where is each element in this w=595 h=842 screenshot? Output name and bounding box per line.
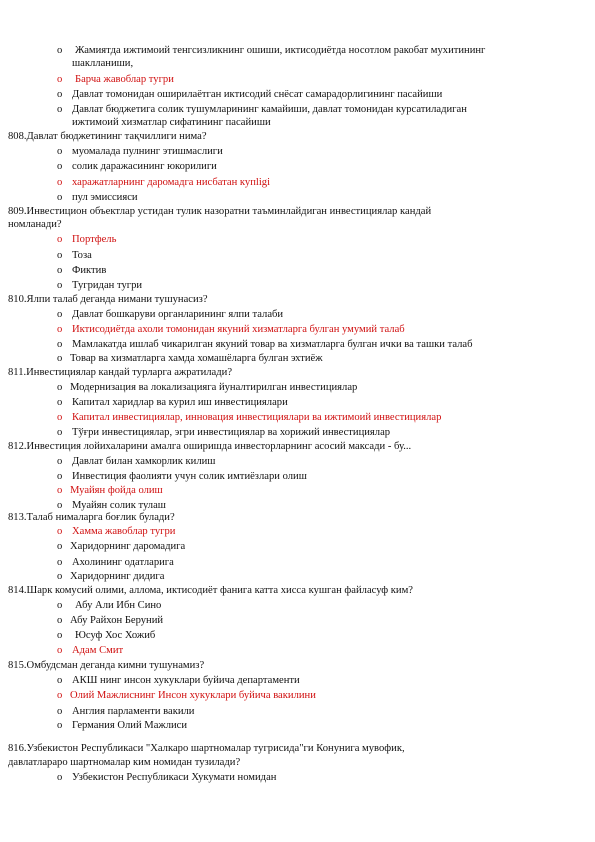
question-number: 816. bbox=[8, 743, 27, 754]
bullet: o bbox=[57, 234, 63, 245]
bullet: o bbox=[57, 675, 63, 686]
option-text: Абу Али Ибн Сино bbox=[75, 600, 162, 611]
option-text: Капитал инвестициялар, инновация инвестициялари ва ижтимоий инвестициялар bbox=[72, 412, 442, 423]
option-text: харажатларнинг даромадга нисбатан купligi bbox=[72, 177, 271, 188]
question-text: Давлат бюджетининг тақчиллиги нима? bbox=[26, 131, 207, 142]
option-text: Давлат томонидан оширилаётган иктисодий снёсат самарадорлигининг пасайиши bbox=[72, 89, 443, 100]
question-number: 813. bbox=[8, 512, 27, 523]
bullet: o bbox=[57, 706, 63, 717]
bullet: o bbox=[57, 645, 63, 656]
question-text: Инвестицион объектлар устидан тулик назоратни таъминлайдиган инвестициялар кандай bbox=[26, 206, 432, 217]
option-text: Юсуф Хос Хожиб bbox=[75, 630, 156, 641]
question-text: Ялпи талаб деганда нимани тушунасиз? bbox=[26, 294, 208, 305]
option-text: Харидорнинг дидига bbox=[70, 571, 165, 582]
option-text: муомалада пулнинг этишмаслиги bbox=[72, 146, 223, 157]
option-text: Капитал харидлар ва курил иш инвестициялари bbox=[72, 397, 288, 408]
option-text: Муайян фойда олиш bbox=[70, 485, 163, 496]
option-text: Товар ва хизматларга хамда хомашёларга булган эхтиёж bbox=[70, 353, 323, 364]
bullet: o bbox=[57, 471, 63, 482]
option-text: Модернизация ва локализацияга йуналтирилган инвестициялар bbox=[70, 382, 358, 393]
bullet: o bbox=[57, 615, 63, 626]
question-number: 808. bbox=[8, 131, 27, 142]
question-812 bbox=[8, 440, 411, 453]
option-text: Инвестиция фаолияти учун солик имтиёзлари олиш bbox=[72, 471, 307, 482]
bullet: o bbox=[57, 161, 63, 172]
option-text: Ахолининг одатларига bbox=[72, 557, 174, 568]
question-text: Инвестициялар кандай турларга ажратилади? bbox=[26, 367, 233, 378]
option-text: Узбекистон Республикаси Хукумати номидан bbox=[72, 772, 277, 783]
bullet: o bbox=[57, 265, 63, 276]
option-text: Тўғри инвестициялар, эгри инвестициялар ва хорижий инвестициялар bbox=[72, 427, 391, 438]
bullet: o bbox=[57, 192, 63, 203]
option-text: Тоза bbox=[72, 250, 92, 261]
bullet: o bbox=[57, 89, 63, 100]
option-continuation: шаклланиши, bbox=[72, 58, 134, 69]
question-continuation: давлатлараро шартномалар ким номидан тузилади? bbox=[8, 757, 241, 768]
option-text: Давлат билан хамкорлик килиш bbox=[72, 456, 216, 467]
question-808 bbox=[8, 130, 207, 143]
option-text: Харидорнинг даромадига bbox=[70, 541, 186, 552]
option-text: Германия Олий Мажлиси bbox=[72, 720, 188, 731]
option-text: Муайян солик тулаш bbox=[72, 500, 166, 511]
bullet: o bbox=[57, 456, 63, 467]
bullet: o bbox=[57, 280, 63, 291]
question-number: 810. bbox=[8, 294, 27, 305]
question-809 bbox=[8, 205, 431, 218]
bullet: o bbox=[57, 630, 63, 641]
question-text: Узбекистон Республикаси "Халкаро шартномалар тугрисида"ги Конунига мувофик, bbox=[26, 743, 405, 754]
option-text: Адам Смит bbox=[72, 645, 124, 656]
option-text: Жамиятда ижтимоий тенгсизликнинг ошиши, иктисодиётда носотлом ракобат мухитининг bbox=[75, 45, 486, 56]
bullet: o bbox=[57, 382, 63, 393]
bullet: o bbox=[57, 412, 63, 423]
option-text: Фиктив bbox=[72, 265, 107, 276]
option-text: Абу Райхон Беруний bbox=[70, 615, 164, 626]
bullet: o bbox=[57, 250, 63, 261]
bullet: o bbox=[57, 541, 63, 552]
question-number: 814. bbox=[8, 585, 27, 596]
option-text: Англия парламенти вакили bbox=[72, 706, 195, 717]
question-816 bbox=[8, 742, 405, 755]
bullet: o bbox=[57, 500, 63, 511]
question-number: 809. bbox=[8, 206, 27, 217]
option-text: пул эмиссияси bbox=[72, 192, 138, 203]
option-text: АКШ нинг инсон хукуклари буйича департаменти bbox=[72, 675, 300, 686]
bullet: o bbox=[57, 177, 63, 188]
bullet: o bbox=[57, 690, 63, 701]
question-text: Омбудсман деганда кимни тушунамиз? bbox=[26, 660, 205, 671]
question-811 bbox=[8, 366, 232, 379]
question-813 bbox=[8, 511, 175, 524]
bullet: o bbox=[57, 339, 63, 350]
option-text: Олий Мажлиснинг Инсон хукуклари буйича вакилини bbox=[70, 690, 316, 701]
question-number: 811. bbox=[8, 367, 27, 378]
bullet: o bbox=[57, 772, 63, 783]
bullet: o bbox=[57, 353, 63, 364]
question-number: 812. bbox=[8, 441, 27, 452]
option-text: Тугридан тугри bbox=[72, 280, 143, 291]
option-text: Барча жавоблар тугри bbox=[75, 74, 174, 85]
bullet: o bbox=[57, 397, 63, 408]
option-text: Давлат бюджетига солик тушумларининг камайиши, давлат томонидан курсатиладиган bbox=[72, 104, 467, 115]
bullet: o bbox=[57, 600, 63, 611]
bullet: o bbox=[57, 720, 63, 731]
bullet: o bbox=[57, 45, 63, 56]
option-text: Хамма жавоблар тугри bbox=[72, 526, 176, 537]
question-text: Шарк комусий олими, аллома, иктисодиёт фанига катта хисса кушган файласуф ким? bbox=[26, 585, 413, 596]
question-text: Талаб нималарга боғлик булади? bbox=[26, 512, 175, 523]
question-number: 815. bbox=[8, 660, 27, 671]
question-814 bbox=[8, 584, 413, 597]
option-text: Давлат бошкаруви органларининг ялпи талаби bbox=[72, 309, 284, 320]
bullet: o bbox=[57, 309, 63, 320]
bullet: o bbox=[57, 557, 63, 568]
bullet: o bbox=[57, 74, 63, 85]
bullet: o bbox=[57, 526, 63, 537]
question-continuation: номланади? bbox=[8, 219, 62, 230]
question-815 bbox=[8, 659, 204, 672]
bullet: o bbox=[57, 427, 63, 438]
option-continuation: ижтимоий хизматлар сифатининг пасайиши bbox=[72, 117, 271, 128]
question-810 bbox=[8, 293, 208, 306]
bullet: o bbox=[57, 146, 63, 157]
option-text: Мамлакатда ишлаб чикарилган якуний товар ва хизматларга булган ички ва ташки талаб bbox=[72, 339, 473, 350]
bullet: o bbox=[57, 485, 63, 496]
option-text: Иктисодиётда ахоли томонидан якуний хизматларга булган умумий талаб bbox=[72, 324, 405, 335]
bullet: o bbox=[57, 324, 63, 335]
option-text: Портфель bbox=[72, 234, 117, 245]
bullet: o bbox=[57, 104, 63, 115]
bullet: o bbox=[57, 571, 63, 582]
question-text: Инвестиция лойихаларини амалга оширишда инвесторларнинг асосий максади - бу... bbox=[26, 441, 412, 452]
option-text: солик даражасининг юкорилиги bbox=[72, 161, 217, 172]
